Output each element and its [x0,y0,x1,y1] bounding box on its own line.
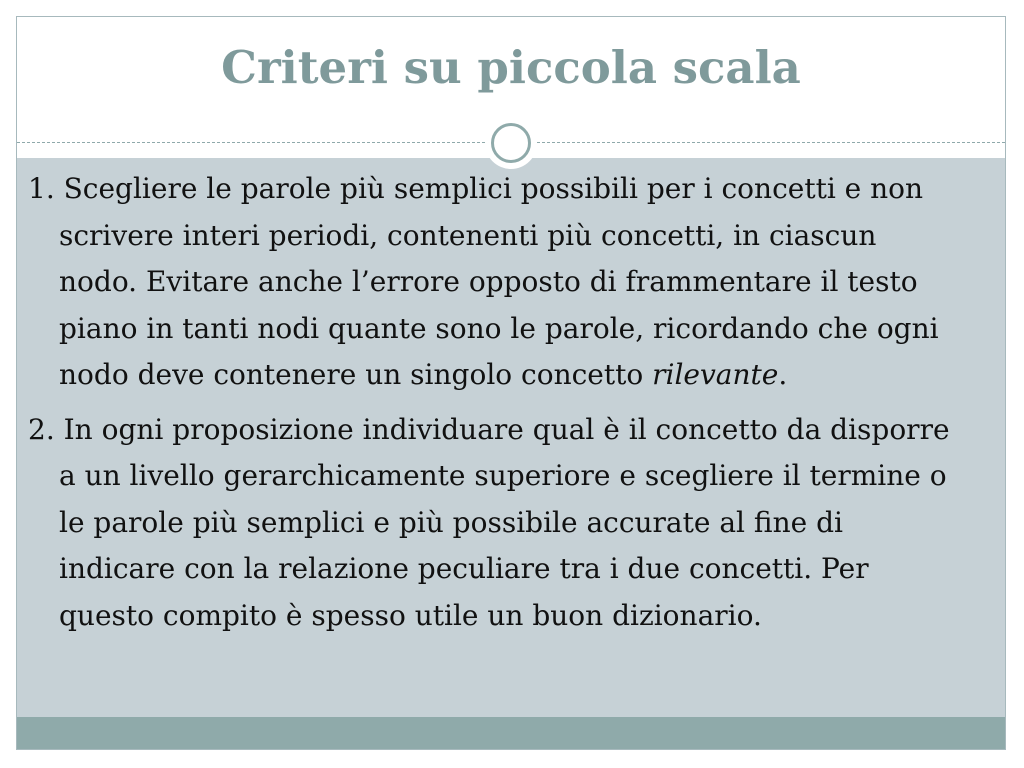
list-item-2 [28,407,958,640]
list-item-1-suffix: . [778,358,788,391]
list-item-1 [28,166,958,399]
list-item-1-text: 1. Scegliere le parole più semplici possibili per i concetti e non scrivere interi periodi, contenenti più concetti, in ciascun nodo. Evitare anche l’errore opposto di frammentare il testo piano in tanti nodi quante sono le parole, ricordando che ogni nodo deve contenere un singolo concetto [28,172,939,391]
body-text [28,166,958,647]
footer-band [17,717,1005,750]
list-item-1-emphasis: rilevante [652,358,779,391]
slide-title: Criteri su piccola scala [221,41,801,94]
circle-ornament-icon [485,117,537,169]
list-item-2-text: 2. In ogni proposizione individuare qual è il concetto da disporre a un livello gerarchicamente superiore e scegliere il termine o le parole più semplici e più possibile accurate al fine di indicare con la relazione peculiare tra i due concetti. Per questo compito è spesso utile un buon dizionario. [28,412,950,632]
circle-ring-icon [491,123,531,163]
